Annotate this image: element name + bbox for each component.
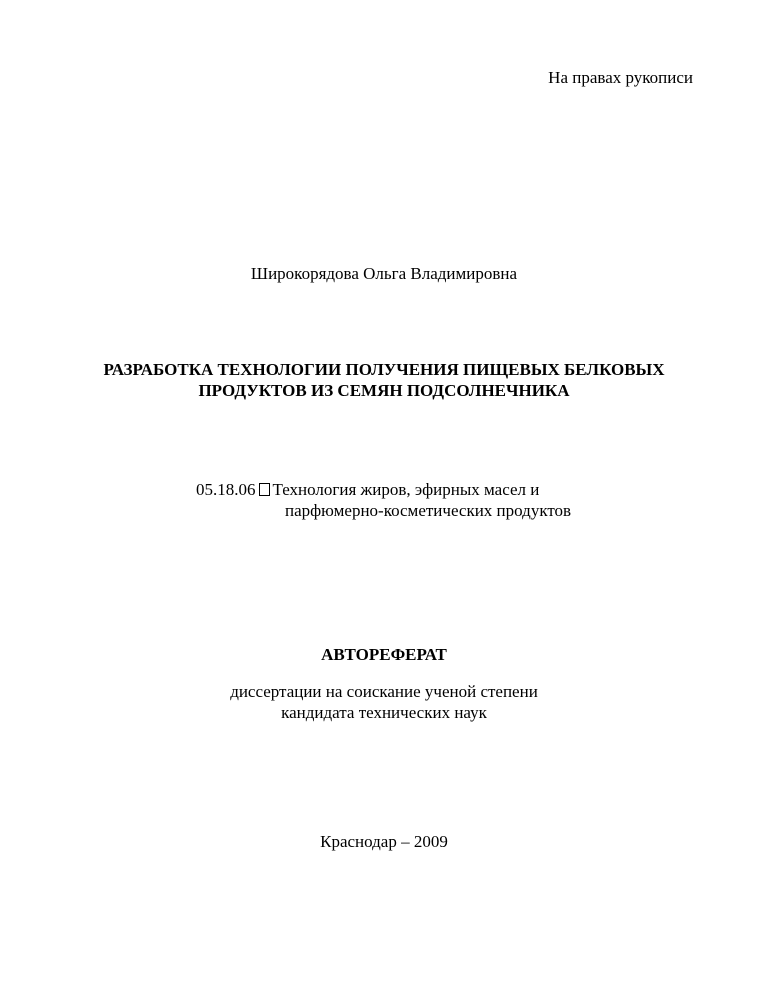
degree-description-line-2: кандидата технических наук: [281, 703, 487, 722]
specialty-block: [196, 479, 571, 521]
specialty-row-1: [196, 479, 571, 500]
document-type: АВТОРЕФЕРАТ: [321, 645, 447, 664]
specialty-name-line-1: Технология жиров, эфирных масел и: [272, 480, 540, 499]
specialty-name-line-2: парфюмерно-косметических продуктов: [285, 501, 572, 520]
title-line-1: РАЗРАБОТКА ТЕХНОЛОГИИ ПОЛУЧЕНИЯ ПИЩЕВЫХ БЕЛКОВЫХ: [103, 360, 665, 379]
title-line-2: ПРОДУКТОВ ИЗ СЕМЯН ПОДСОЛНЕЧНИКА: [198, 381, 570, 400]
missing-glyph-icon: [259, 483, 270, 496]
place-and-year: Краснодар – 2009: [320, 832, 448, 851]
manuscript-rights-note: На правах рукописи: [548, 68, 693, 87]
degree-description-line-1: диссертации на соискание ученой степени: [230, 682, 538, 701]
specialty-code: 05.18.06: [196, 480, 256, 499]
degree-description: [0, 681, 768, 723]
dissertation-title: [0, 359, 768, 401]
author-name: Широкорядова Ольга Владимировна: [250, 264, 518, 283]
